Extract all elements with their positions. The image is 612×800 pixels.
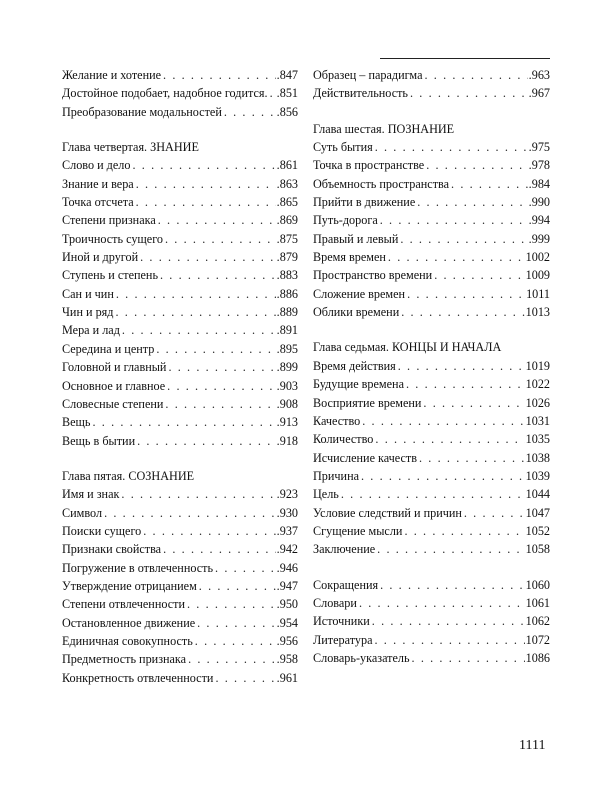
toc-entry-page: .946 [276,560,298,575]
dot-leader [373,140,528,155]
toc-entry-page: .947 [276,578,298,593]
toc-group-intro-right [313,68,550,105]
toc-entry-title: Сложение времен [313,286,406,301]
dot-leader [197,579,276,594]
toc-entry-title: Будущие времена [313,377,404,392]
toc-entry[interactable] [62,434,298,452]
toc-entry-title: Количество [313,432,374,447]
toc-group-chapter-4 [62,158,298,452]
toc-entry-title: Заключение [313,542,376,557]
toc-entry[interactable] [62,360,298,378]
toc-entry[interactable] [313,177,550,195]
toc-entry-title: Основное и главное [62,378,166,393]
toc-group-chapter-6 [313,140,550,323]
toc-entry-title: Облики времени [313,305,400,320]
toc-entry-page: .856 [276,104,298,119]
toc-entry-title: Предметность признака [62,652,187,667]
toc-entry-page: .961 [276,670,298,685]
dot-leader [195,616,276,631]
dot-leader [370,614,525,629]
toc-entry[interactable] [62,597,298,615]
dot-leader [375,542,524,557]
toc-entry-title: Сгущение мысли [313,523,403,538]
dot-leader [161,542,276,557]
toc-entry-title: Сан и чин [62,286,114,301]
dot-leader [185,597,276,612]
toc-entry-page: .918 [276,433,298,448]
toc-entry-page: .865 [276,195,298,210]
toc-entry-page: 1086 [525,650,550,665]
toc-entry[interactable] [62,579,298,597]
dot-leader [186,652,276,667]
toc-entry-page: 1035 [525,432,550,447]
toc-entry-page: .886 [276,286,298,301]
toc-entry-title: Точка отсчета [62,195,134,210]
toc-entry-title: Суть бытия [313,140,373,155]
dot-leader [405,287,525,302]
toc-group-appendix [313,578,550,670]
toc-entry[interactable] [313,414,550,432]
toc-right-column [313,68,550,669]
toc-entry-title: Троичность сущего [62,231,164,246]
page-number: 1111 [519,738,546,753]
toc-entry-title: Погружение в отвлеченность [62,560,214,575]
toc-entry[interactable] [62,415,298,433]
dot-leader [422,68,527,83]
toc-entry-title: Знание и вера [62,176,134,191]
toc-entry[interactable] [62,250,298,268]
toc-entry[interactable] [62,397,298,415]
toc-entry-page: 1052 [525,523,550,538]
dot-leader [113,305,275,320]
toc-entry-page: 1044 [525,487,550,502]
toc-entry-title: Чин и ряд [62,305,114,320]
dot-leader [165,379,276,394]
toc-entry[interactable] [313,158,550,176]
dot-leader [114,287,276,302]
toc-entry-title: Единичная совокупность [62,633,193,648]
toc-entry-title: Объемность пространства [313,176,450,191]
dot-leader [134,177,276,192]
toc-entry-title: Мера и лад [62,323,120,338]
toc-entry-page: .942 [276,542,298,557]
toc-entry-page: 1009 [525,268,550,283]
toc-entry-page: .883 [276,268,298,283]
dot-leader [373,432,524,447]
toc-entry-title: Условие следствий и причин [313,505,462,520]
toc-entry[interactable] [313,396,550,414]
toc-entry-title: Конкретность отвлеченности [62,670,214,685]
dot-leader [415,195,527,210]
toc-entry-title: Желание и хотение [62,68,162,82]
toc-entry[interactable] [313,487,550,505]
toc-entry-page: .869 [276,213,298,228]
toc-entry[interactable] [62,232,298,250]
toc-entry-page: .950 [276,597,298,612]
dot-leader [402,524,524,539]
dot-leader [120,323,276,338]
toc-entry-page: 1072 [525,632,550,647]
dot-leader [138,250,276,265]
toc-entry[interactable] [313,524,550,542]
dot-leader [386,250,525,265]
toc-entry-page: .975 [528,140,550,155]
toc-entry[interactable] [62,68,298,86]
dot-leader [193,634,276,649]
toc-group-intro-left [62,68,298,123]
toc-entry-title: Признаки свойства [62,542,162,557]
dot-leader [268,86,276,101]
toc-entry-title: Словари [313,595,357,610]
toc-entry[interactable] [313,614,550,632]
toc-entry-page: 1047 [525,505,550,520]
toc-entry-title: Правый и левый [313,231,399,246]
toc-entry-page: .954 [276,615,298,630]
toc-entry[interactable] [62,342,298,360]
toc-entry[interactable] [62,487,298,505]
dot-leader [158,268,276,283]
toc-entry[interactable] [62,561,298,579]
toc-entry[interactable] [62,671,298,689]
dot-leader [424,158,527,173]
toc-entry[interactable] [62,195,298,213]
toc-entry[interactable] [62,105,298,123]
toc-entry[interactable] [313,651,550,669]
toc-entry-title: Образец – парадигма [313,68,423,82]
toc-entry-page: 1019 [525,358,550,373]
dot-leader [102,506,276,521]
toc-entry[interactable] [313,86,550,104]
toc-entry[interactable] [313,287,550,305]
toc-entry-title: Достойное подобает, надобное годится. [62,86,268,101]
toc-entry-page: .895 [276,341,298,356]
toc-group-chapter-5 [62,487,298,689]
toc-entry-page: 1026 [525,395,550,410]
dot-leader [378,578,525,593]
dot-leader [213,561,276,576]
dot-leader [135,434,276,449]
toc-entry[interactable] [313,542,550,560]
dot-leader [163,232,276,247]
toc-entry[interactable] [313,250,550,268]
toc-entry-page: .908 [276,396,298,411]
toc-entry-title: Источники [313,614,370,629]
toc-entry-title: Поиски сущего [62,523,142,538]
toc-entry-page: 1022 [525,377,550,392]
dot-leader [359,469,525,484]
toc-entry-page: 1011 [526,286,550,301]
dot-leader [421,396,524,411]
toc-entry-title: Иной и другой [62,250,139,265]
toc-entry-title: Действительность [313,86,408,101]
toc-entry-page: .963 [528,68,550,82]
toc-entry-title: Время действия [313,358,396,373]
toc-entry-page: .913 [276,415,298,430]
toc-entry[interactable] [313,377,550,395]
toc-entry-page: .875 [276,231,298,246]
chapter-heading: Глава четвертая. ЗНАНИЕ [62,140,199,155]
toc-entry-page: 1002 [525,250,550,265]
toc-entry-title: Точка в пространстве [313,158,425,173]
dot-leader [404,377,525,392]
toc-entry[interactable] [62,524,298,542]
toc-entry-title: Пространство времени [313,268,433,283]
dot-leader [213,671,275,686]
dot-leader [408,86,528,101]
toc-entry-title: Остановленное движение [62,615,196,630]
toc-entry-page: .958 [276,652,298,667]
toc-entry[interactable] [313,633,550,651]
toc-entry-title: Восприятие времени [313,395,422,410]
toc-entry-page: .847 [276,68,298,82]
toc-entry-page: .851 [276,86,298,101]
dot-leader [90,415,275,430]
toc-entry-title: Символ [62,505,103,520]
dot-leader [163,397,275,412]
toc-entry-title: Середина и центр [62,341,155,356]
toc-entry-page: .891 [276,323,298,338]
toc-entry-page: .923 [276,487,298,502]
dot-leader [339,487,525,502]
toc-entry[interactable] [313,195,550,213]
toc-entry-page: .967 [528,86,550,101]
toc-entry-title: Словарь-указатель [313,650,410,665]
dot-leader [357,596,525,611]
toc-left-column [62,68,298,689]
dot-leader [119,487,275,502]
toc-entry[interactable] [62,177,298,195]
toc-entry-title: Головной и главный [62,360,167,375]
toc-entry[interactable] [62,158,298,176]
toc-entry[interactable] [313,469,550,487]
dot-leader [161,68,276,83]
toc-entry-page: .861 [276,158,298,173]
toc-entry-title: Слово и дело [62,158,131,173]
toc-entry-title: Вещь [62,415,91,430]
toc-entry-page: .889 [276,305,298,320]
dot-leader [417,451,525,466]
toc-entry[interactable] [313,305,550,323]
toc-entry-page: .978 [528,158,550,173]
toc-entry[interactable] [313,359,550,377]
toc-entry-page: .879 [276,250,298,265]
dot-leader [462,506,525,521]
toc-entry-title: Время времен [313,250,386,265]
dot-leader [378,213,528,228]
dot-leader [222,105,276,120]
toc-entry[interactable] [313,213,550,231]
toc-entry-title: Путь-дорога [313,213,378,228]
toc-entry[interactable] [313,268,550,286]
toc-entry-title: Степени отвлеченности [62,597,186,612]
toc-entry[interactable] [313,596,550,614]
dot-leader [360,414,524,429]
top-rule [380,58,550,59]
toc-entry[interactable] [62,86,298,104]
toc-entry-page: 1013 [525,305,550,320]
toc-entry-title: Имя и знак [62,487,120,502]
toc-entry-title: Цель [313,487,339,502]
dot-leader [432,268,524,283]
toc-entry-title: Степени признака [62,213,156,228]
chapter-heading: Глава пятая. СОЗНАНИЕ [62,468,195,483]
toc-entry-page: 1062 [525,614,550,629]
toc-entry-page: 1061 [525,595,550,610]
toc-entry[interactable] [313,140,550,158]
toc-entry[interactable] [62,379,298,397]
toc-entry[interactable] [313,232,550,250]
toc-entry-page: 1031 [525,413,550,428]
toc-entry-page: .994 [528,213,550,228]
toc-entry[interactable] [62,634,298,652]
dot-leader [154,342,275,357]
toc-entry[interactable] [62,323,298,341]
toc-entry[interactable] [62,652,298,670]
dot-leader [449,177,528,192]
dot-leader [398,232,527,247]
toc-entry[interactable] [62,305,298,323]
toc-entry-title: Ступень и степень [62,268,159,283]
toc-entry-title: Причина [313,468,360,483]
dot-leader [372,633,524,648]
toc-entry-page: .863 [276,176,298,191]
toc-entry-title: Литература [313,632,373,647]
dot-leader [396,359,525,374]
toc-entry[interactable] [313,432,550,450]
dot-leader [399,305,524,320]
toc-entry-title: Вещь в бытии [62,433,136,448]
toc-entry-page: .956 [276,633,298,648]
toc-entry-page: 1060 [525,577,550,592]
toc-entry-page: .999 [528,231,550,246]
toc-entry-page: 1058 [525,542,550,557]
toc-entry[interactable] [62,542,298,560]
dot-leader [141,524,275,539]
toc-group-chapter-7 [313,359,550,561]
dot-leader [156,213,276,228]
toc-entry-title: Прийти в движение [313,195,416,210]
toc-entry[interactable] [313,451,550,469]
toc-entry[interactable] [62,506,298,524]
chapter-heading: Глава седьмая. КОНЦЫ И НАЧАЛА [313,340,502,355]
toc-entry-title: Преобразование модальностей [62,104,222,119]
toc-entry[interactable] [313,68,550,86]
toc-entry[interactable] [62,287,298,305]
toc-entry[interactable] [62,268,298,286]
toc-entry-title: Сокращения [313,577,379,592]
toc-entry[interactable] [313,578,550,596]
toc-entry-page: 1039 [525,468,550,483]
toc-entry-page: .990 [528,195,550,210]
toc-entry-page: .984 [528,176,550,191]
toc-entry-page: .937 [276,523,298,538]
dot-leader [130,158,275,173]
toc-entry-page: .903 [276,378,298,393]
toc-entry-title: Исчисление качеств [313,450,418,465]
toc-entry[interactable] [62,616,298,634]
chapter-heading: Глава шестая. ПОЗНАНИЕ [313,121,455,136]
toc-entry[interactable] [313,506,550,524]
dot-leader [410,651,525,666]
toc-entry-title: Качество [313,413,361,428]
toc-entry-page: .930 [276,505,298,520]
toc-entry-page: 1038 [525,450,550,465]
toc-entry-page: .899 [276,360,298,375]
dot-leader [166,360,275,375]
dot-leader [134,195,276,210]
toc-entry-title: Словесные степени [62,396,164,411]
toc-entry-title: Утверждение отрицанием [62,578,197,593]
toc-entry[interactable] [62,213,298,231]
